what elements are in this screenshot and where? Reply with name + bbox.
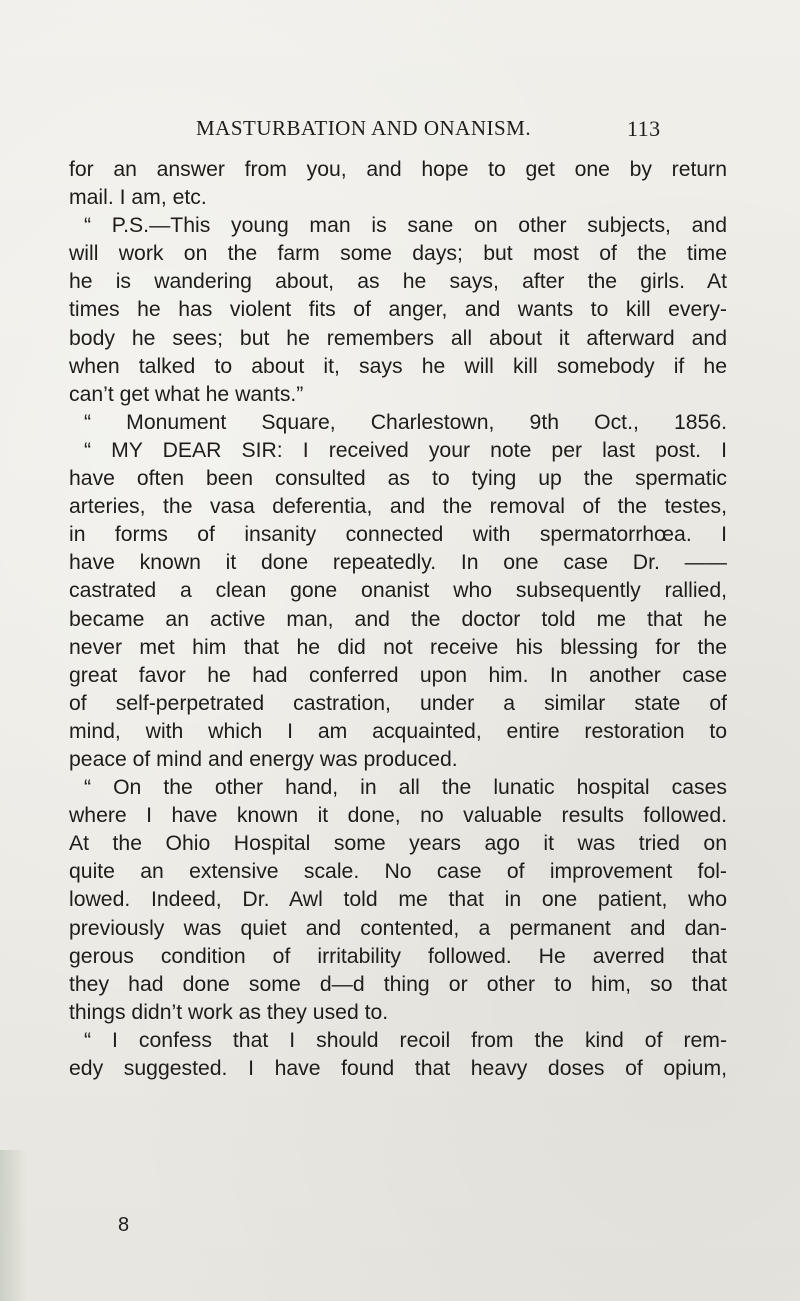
text-line: arteries, the vasa deferentia, and the removal of the testes, xyxy=(69,495,727,519)
text-line: will work on the farm some days; but most of the time xyxy=(69,242,727,266)
running-title: MASTURBATION AND ONANISM. xyxy=(196,116,532,140)
page-edge-shadow xyxy=(0,1150,28,1301)
text-line: when talked to about it, says he will kill somebody if he xyxy=(69,354,727,378)
text-line: “ On the other hand, in all the lunatic hospital cases xyxy=(84,776,727,800)
salutation-line: “ MY DEAR SIR: I received your note per last post. I xyxy=(84,438,727,462)
text-line: can’t get what he wants.” xyxy=(69,382,304,406)
text-line: “ P.S.—This young man is sane on other subjects, and xyxy=(84,214,727,238)
text-line: they had done some d—d thing or other to him, so that xyxy=(69,972,727,996)
text-line: great favor he had conferred upon him. In another case xyxy=(69,663,727,687)
text-line: have known it done repeatedly. In one case Dr. —— xyxy=(69,551,727,575)
text-line: in forms of insanity connected with spermatorrhœa. I xyxy=(69,523,727,547)
text-line: body he sees; but he remembers all about it afterward and xyxy=(69,326,727,350)
text-line: edy suggested. I have found that heavy doses of opium, xyxy=(69,1057,727,1080)
text-line: things didn’t work as they used to. xyxy=(69,1000,389,1024)
text-line: “ I confess that I should recoil from the kind of rem- xyxy=(84,1028,727,1052)
running-head xyxy=(0,116,800,144)
text-line: for an answer from you, and hope to get one by return xyxy=(69,158,727,181)
text-line: he is wandering about, as he says, after the girls. At xyxy=(69,270,727,294)
text-line: have often been consulted as to tying up the spermatic xyxy=(69,467,727,491)
page-number: 113 xyxy=(627,116,661,141)
text-line: mind, with which I am acquainted, entire restoration to xyxy=(69,719,727,743)
text-line: never met him that he did not receive his blessing for the xyxy=(69,635,727,659)
body-text xyxy=(69,156,727,1083)
signature-mark: 8 xyxy=(118,1214,130,1236)
text-line: times he has violent fits of anger, and wants to kill every- xyxy=(69,298,727,322)
text-line: gerous condition of irritability followed. He averred that xyxy=(69,944,727,968)
text-line: peace of mind and energy was produced. xyxy=(69,747,458,771)
text-line: lowed. Indeed, Dr. Awl told me that in one patient, who xyxy=(69,888,727,912)
text-line: mail. I am, etc. xyxy=(69,186,207,210)
text-line: At the Ohio Hospital some years ago it was tried on xyxy=(69,832,727,856)
text-line: quite an extensive scale. No case of improvement fol- xyxy=(69,860,727,884)
dateline: “ Monument Square, Charlestown, 9th Oct., 1856. xyxy=(84,410,727,434)
text-line: became an active man, and the doctor told me that he xyxy=(69,607,727,631)
text-line: previously was quiet and contented, a permanent and dan- xyxy=(69,916,727,940)
text-line: castrated a clean gone onanist who subsequently rallied, xyxy=(69,579,727,603)
text-line: where I have known it done, no valuable results followed. xyxy=(69,804,727,828)
text-line: of self-perpetrated castration, under a similar state of xyxy=(69,691,727,715)
